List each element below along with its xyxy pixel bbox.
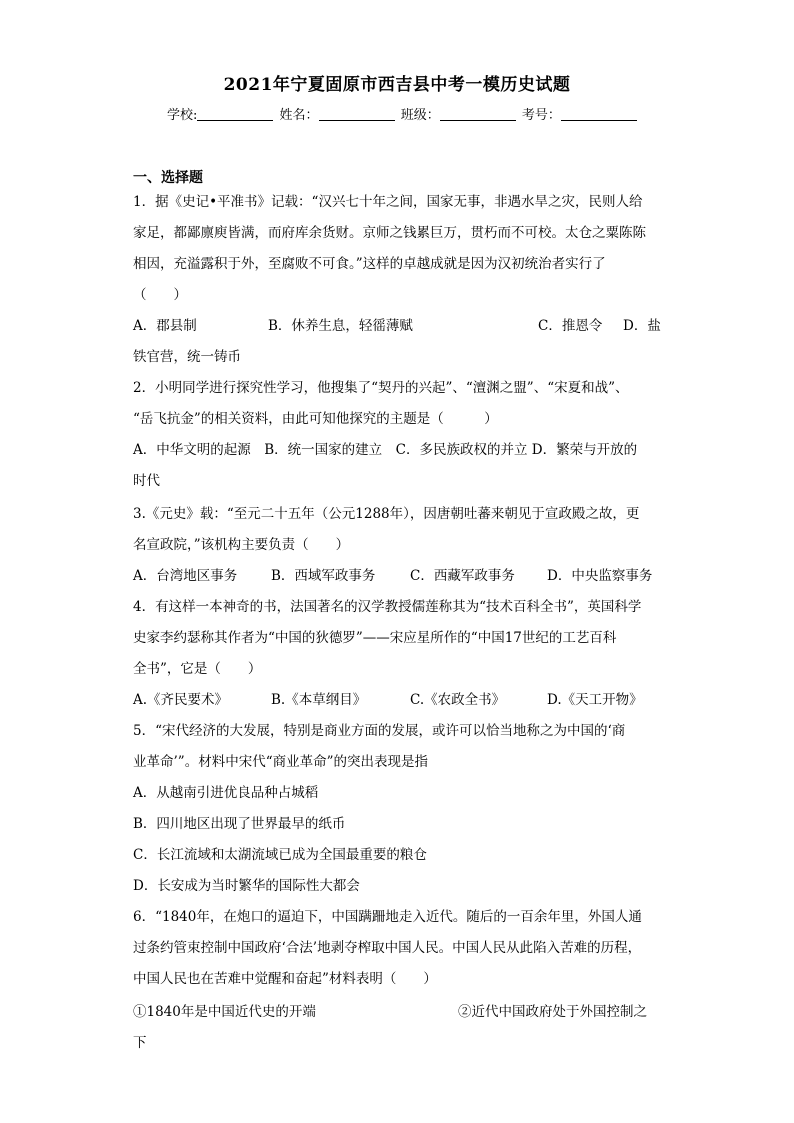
q3-option-a[interactable]: A．台湾地区事务 (133, 568, 238, 584)
q2-line2: “岳飞抗金”的相关资料，由此可知他探究的主题是（ ） (133, 411, 498, 427)
q6-line3: 中国人民也在苦难中觉醒和奋起”材料表明（ ） (133, 971, 437, 987)
q1-option-d[interactable]: D．盐 (623, 318, 661, 334)
q4-option-c[interactable]: C.《农政全书》 (410, 692, 506, 708)
name-label: 姓名： (279, 108, 319, 123)
q1-line1: 1．据《史记•平准书》记载：“汉兴七十年之间，国家无事，非遇水旱之灾，民则人给 (133, 194, 643, 210)
exam-no-blank[interactable] (561, 108, 637, 121)
q4-option-b[interactable]: B.《本草纲目》 (271, 692, 367, 708)
q6-line1: 6．“1840年，在炮口的逼迫下，中国蹒跚地走入近代。随后的一百余年里，外国人通 (133, 909, 642, 925)
q6-item-2-cont: 下 (133, 1035, 147, 1051)
q4-option-d[interactable]: D.《天工开物》 (547, 692, 643, 708)
school-label: 学校: (167, 108, 198, 123)
q1-line2: 家足，都鄙廪庾皆满，而府库余货财。京师之钱累巨万，贯朽而不可校。太仓之粟陈陈 (133, 225, 646, 241)
q1-option-b[interactable]: B．休养生息，轻徭薄赋 (268, 318, 413, 334)
exam-title: 2021年宁夏固原市西吉县中考一模历史试题 (223, 75, 571, 95)
q5-option-d[interactable]: D．长安成为当时繁华的国际性大都会 (133, 878, 360, 894)
section-title: 一、选择题 (133, 170, 203, 186)
q2-line1: 2．小明同学进行探究性学习，他搜集了“契丹的兴起”、“澶渊之盟”、“宋夏和战”、 (133, 380, 629, 396)
q3-option-d[interactable]: D．中央监察事务 (547, 568, 653, 584)
q4-line1: 4．有这样一本神奇的书，法国著名的汉学教授儒莲称其为“技术百科全书”，英国科学 (133, 599, 642, 615)
q6-item-1: ①1840年是中国近代史的开端 (133, 1004, 316, 1020)
student-info-row (167, 104, 639, 123)
q5-line2: 业革命’”。材料中宋代“商业革命”的突出表现是指 (133, 754, 428, 770)
q6-line2: 过条约管束控制中国政府‘合法’地剥夺榨取中国人民。中国人民从此陷入苦难的历程， (133, 940, 642, 956)
q3-line2: 名宣政院，”该机构主要负责（ ） (133, 537, 350, 553)
q1-line4: （ ） (133, 287, 187, 303)
q4-option-a[interactable]: A.《齐民要术》 (133, 692, 229, 708)
q1-option-d-cont: 铁官营，统一铸币 (133, 349, 241, 365)
q3-option-c[interactable]: C．西藏军政事务 (410, 568, 515, 584)
q5-option-b[interactable]: B．四川地区出现了世界最早的纸币 (133, 816, 346, 832)
class-label: 班级： (400, 108, 440, 123)
q6-item-2: ②近代中国政府处于外国控制之 (458, 1004, 647, 1020)
q2-options-cont: 时代 (133, 473, 160, 489)
q1-option-a[interactable]: A．郡县制 (133, 318, 197, 334)
q5-option-c[interactable]: C．长江流域和太湖流域已成为全国最重要的粮仓 (133, 847, 427, 863)
q5-option-a[interactable]: A．从越南引进优良品种占城稻 (133, 785, 319, 801)
q1-option-c[interactable]: C．推恩令 (538, 318, 603, 334)
class-blank[interactable] (440, 108, 516, 121)
q4-line3: 全书”，它是（ ） (133, 661, 262, 677)
q4-line2: 史家李约瑟称其作者为“中国的狄德罗”——宋应星所作的“中国17世纪的工艺百科 (133, 630, 617, 646)
name-blank[interactable] (319, 108, 395, 121)
q5-line1: 5．“宋代经济的大发展，特别是商业方面的发展，或许可以恰当地称之为中国的‘商 (133, 723, 626, 739)
q3-option-b[interactable]: B．西域军政事务 (271, 568, 376, 584)
school-blank[interactable] (197, 108, 273, 121)
exam-no-label: 考号： (521, 108, 561, 123)
q1-line3: 相因，充溢露积于外，至腐败不可食。”这样的卓越成就是因为汉初统治者实行了 (133, 256, 606, 272)
q2-options[interactable]: A．中华文明的起源 B．统一国家的建立 C．多民族政权的并立 D．繁荣与开放的 (133, 442, 638, 458)
q3-line1: 3.《元史》载：“至元二十五年（公元1288年），因唐朝吐蕃来朝见于宣政殿之故，更 (133, 506, 640, 522)
